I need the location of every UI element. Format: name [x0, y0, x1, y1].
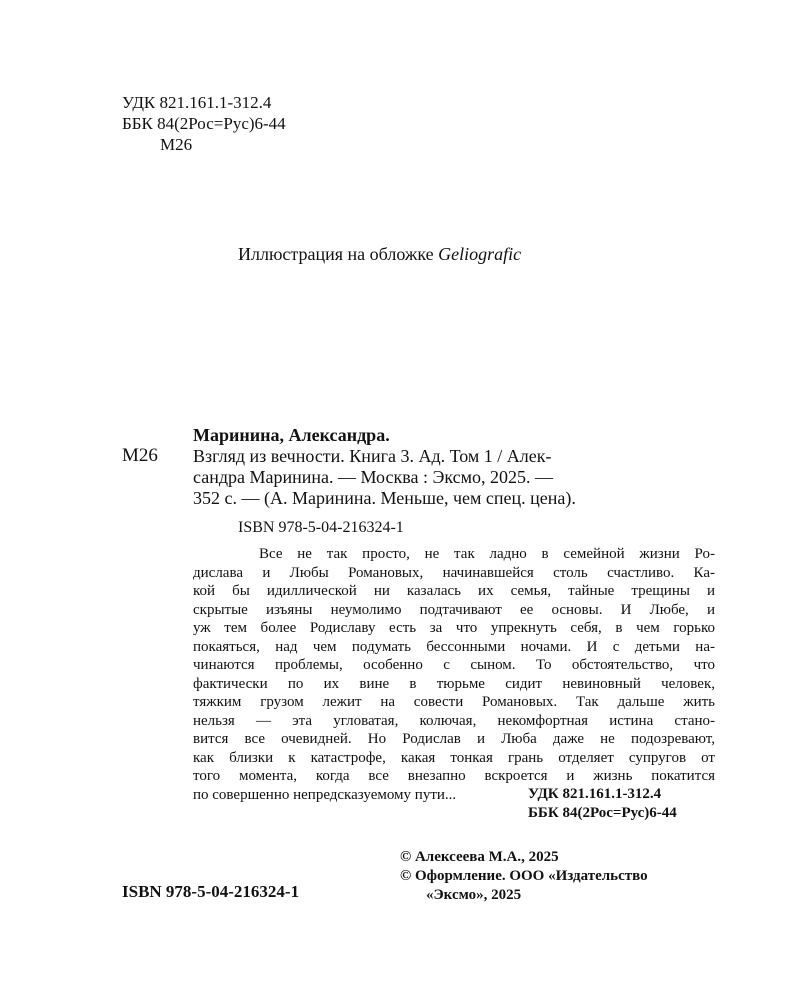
title-line: сандра Маринина. — Москва : Эксмо, 2025. — — [193, 467, 554, 487]
copyright-design: © Оформление. ООО «Издательство — [400, 868, 648, 884]
annotation-line: скрытые изъяны неумолимо подтачивают ее основы. И Любе, и — [193, 601, 715, 618]
annotation-line: кой бы идиллической ни казалась их семья, тайные трещины и — [193, 583, 715, 599]
annotation-bbk: ББК 84(2Рос=Рус)6-44 — [528, 805, 677, 821]
annotation-line: по совершенно непредсказуемому пути... — [193, 786, 457, 803]
copyright-author: © Алексеева М.А., 2025 — [400, 849, 559, 865]
annotation-line: уж тем более Родиславу есть за что упрекнуть себя, в чем горько — [193, 620, 715, 636]
annotation-line: тяжким грузом лежит на совести Романовых. Так дальше жить — [193, 694, 715, 710]
title-line: Взгляд из вечности. Книга 3. Ад. Том 1 / Алек- — [193, 446, 552, 466]
classification-codes — [122, 92, 286, 155]
annotation-line: Все не так просто, не так ладно в семейной жизни Ро- — [259, 546, 715, 562]
illustration-credit — [238, 244, 521, 265]
illustration-artist: Geliografic — [438, 244, 522, 264]
copyright-design-cont: «Эксмо», 2025 — [426, 887, 522, 903]
annotation-udk: УДК 821.161.1-312.4 — [528, 786, 662, 802]
catalog-author: Маринина, Александра. — [193, 425, 390, 445]
catalog-title-block — [193, 446, 715, 509]
annotation-line: как близки к катастрофе, какая тонкая грань отделяет супругов от — [193, 749, 715, 766]
annotation-line: фактически по их вине в тюрьме сидит невиновный человек, — [193, 675, 715, 692]
illustration-prefix: Иллюстрация на обложке — [238, 244, 439, 264]
annotation-line: вится все очевидней. Но Родислав и Люба даже не подозревают, — [193, 731, 715, 747]
udk-code: УДК 821.161.1-312.4 — [122, 93, 272, 112]
catalog-isbn: ISBN 978-5-04-216324-1 — [238, 519, 404, 536]
isbn-bottom: ISBN 978-5-04-216324-1 — [122, 882, 300, 901]
annotation-line: дислава и Любы Романовых, начинавшейся столь счастливо. Ка- — [193, 564, 715, 581]
author-mark: М26 — [160, 135, 193, 154]
annotation-line: покаяться, над чем подумать бессонными ночами. И с детьми на- — [193, 638, 715, 655]
annotation-line: нельзя — эта угловатая, колючая, некомфортная истина стано- — [193, 712, 715, 729]
annotation-line: чинаются проблемы, особенно с сыном. То обстоятельство, что — [193, 657, 715, 673]
title-line: 352 с. — (А. Маринина. Меньше, чем спец. цена). — [193, 488, 576, 508]
bbk-code: ББК 84(2Рос=Рус)6-44 — [122, 114, 286, 133]
copyright-block — [400, 848, 648, 905]
annotation-line: того момента, когда все внезапно вскроется и жизнь покатится — [193, 768, 715, 784]
annotation — [193, 545, 715, 804]
annotation-codes — [528, 785, 677, 823]
catalog-author-mark: М26 — [122, 445, 158, 466]
